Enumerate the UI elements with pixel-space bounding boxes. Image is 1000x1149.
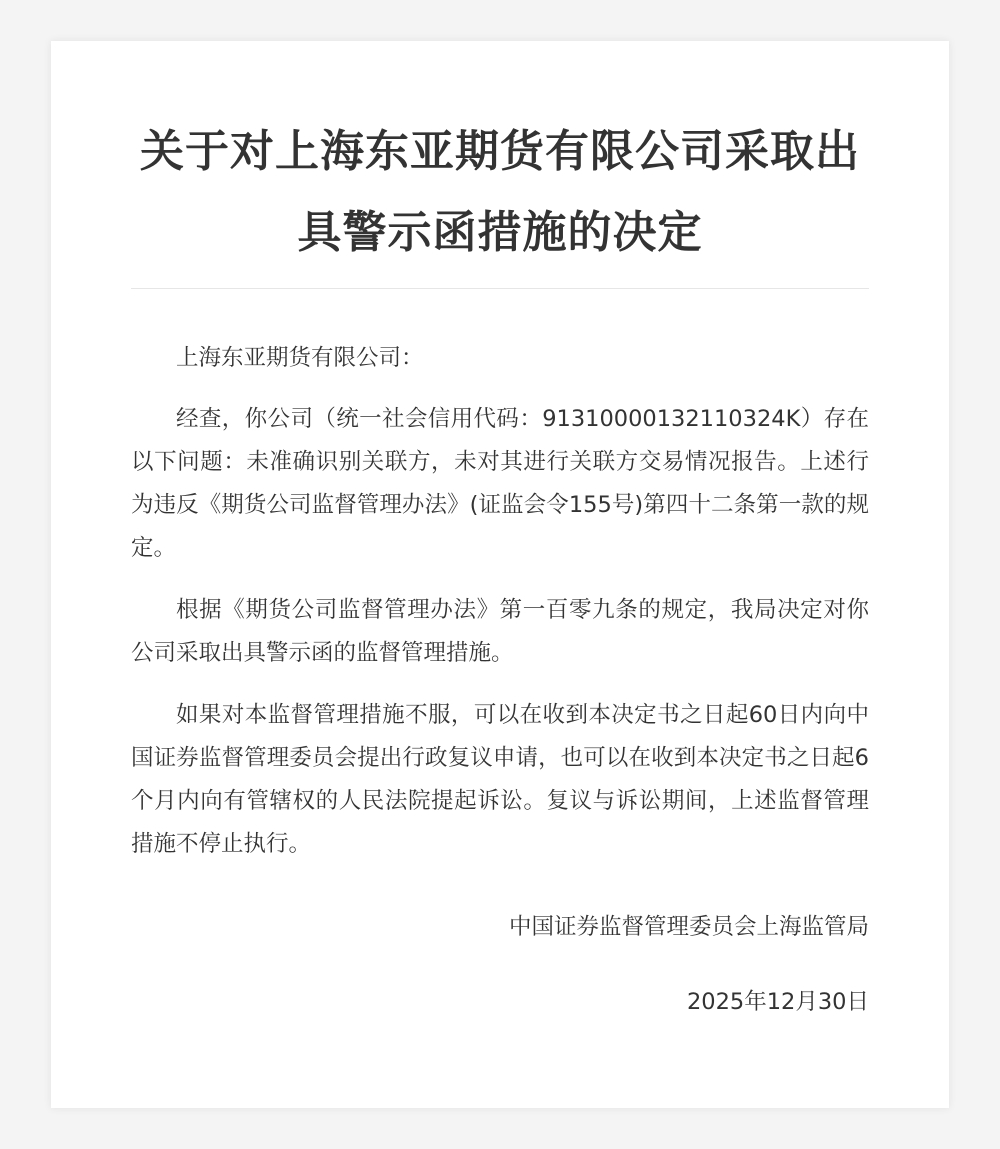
paragraph-findings: 经查，你公司（统一社会信用代码：91310000132110324K）存在以下问题：未准确识别关联方，未对其进行关联方交易情况报告。上述行为违反《期货公司监督管理办法》(证监会令155号)第四十二条第一款的规定。 bbox=[131, 406, 869, 561]
document-title: 关于对上海东亚期货有限公司采取出具警示函措施的决定 bbox=[131, 111, 869, 289]
paragraph-decision: 根据《期货公司监督管理办法》第一百零九条的规定，我局决定对你公司采取出具警示函的监督管理措施。 bbox=[131, 597, 869, 666]
issue-date: 2025年12月30日 bbox=[686, 989, 869, 1015]
paragraph-appeal: 如果对本监督管理措施不服，可以在收到本决定书之日起60日内向中国证券监督管理委员会提出行政复议申请，也可以在收到本决定书之日起6个月内向有管辖权的人民法院提起诉讼。复议与诉讼期间，上述监督管理措施不停止执行。 bbox=[131, 702, 869, 857]
document-body bbox=[131, 337, 869, 866]
issuer-signature: 中国证券监督管理委员会上海监管局 bbox=[508, 914, 869, 940]
salutation: 上海东亚期货有限公司： bbox=[176, 345, 424, 371]
document-card bbox=[51, 41, 949, 1108]
